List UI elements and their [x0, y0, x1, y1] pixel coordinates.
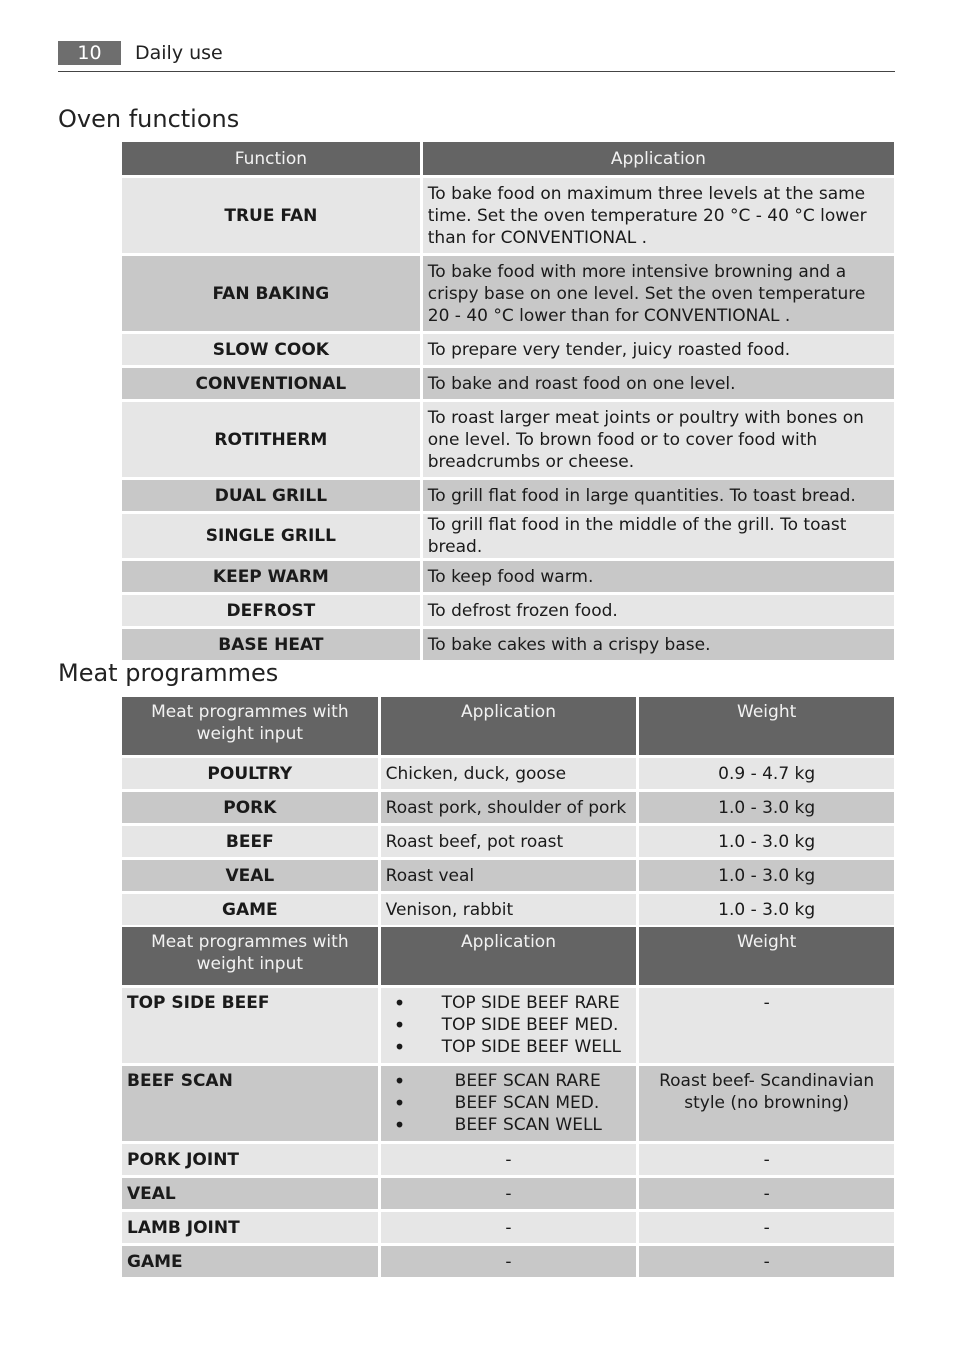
list-item: • BEEF SCAN WELL — [386, 1114, 632, 1136]
table-row — [122, 860, 894, 891]
list-item: • BEEF SCAN MED. — [386, 1092, 632, 1114]
programme-application: - — [381, 1144, 637, 1175]
col-header-function: Function — [122, 142, 420, 175]
function-name: SLOW COOK — [122, 334, 420, 365]
table-row — [122, 480, 894, 511]
function-application: To roast larger meat joints or poultry with bones on one level. To brown food or to cover food with breadcrumbs or cheese. — [423, 402, 894, 477]
programme-name: GAME — [122, 1246, 378, 1277]
list-item: • TOP SIDE BEEF WELL — [386, 1036, 632, 1058]
programme-application: Chicken, duck, goose — [381, 758, 637, 789]
oven-functions-heading: Oven functions — [58, 105, 240, 133]
programme-application: - — [381, 1212, 637, 1243]
programme-application: Roast veal — [381, 860, 637, 891]
table-row — [122, 988, 894, 1063]
col-header-weight: Weight — [639, 927, 894, 985]
list-item: • TOP SIDE BEEF MED. — [386, 1014, 632, 1036]
col-header-application: Application — [423, 142, 894, 175]
col-header-programme: Meat programmes with weight input — [122, 927, 378, 985]
programme-name: GAME — [122, 894, 378, 925]
function-name: CONVENTIONAL — [122, 368, 420, 399]
table-row — [122, 1144, 894, 1175]
programme-name: LAMB JOINT — [122, 1212, 378, 1243]
function-application: To bake and roast food on one level. — [423, 368, 894, 399]
table-row — [122, 402, 894, 477]
function-application: To grill flat food in the middle of the grill. To toast bread. — [423, 514, 894, 558]
programme-application: Roast pork, shoulder of pork — [381, 792, 637, 823]
programme-name: PORK JOINT — [122, 1144, 378, 1175]
table-row — [122, 1212, 894, 1243]
oven-functions-table — [119, 139, 897, 663]
table-row — [122, 368, 894, 399]
function-name: TRUE FAN — [122, 178, 420, 253]
programme-weight: - — [639, 1178, 894, 1209]
programme-name: POULTRY — [122, 758, 378, 789]
function-application: To bake food with more intensive browning and a crispy base on one level. Set the oven temperature 20 - 40 °C lower than for CONVENTIONAL . — [423, 256, 894, 331]
table-row — [122, 561, 894, 592]
programme-application: Venison, rabbit — [381, 894, 637, 925]
meat-programmes-table-1 — [119, 694, 897, 928]
function-application: To defrost frozen food. — [423, 595, 894, 626]
table-row — [122, 894, 894, 925]
function-name: DEFROST — [122, 595, 420, 626]
programme-weight: - — [639, 1144, 894, 1175]
table-row — [122, 1178, 894, 1209]
list-item: • TOP SIDE BEEF RARE — [386, 992, 632, 1014]
page-number: 10 — [58, 41, 121, 65]
programme-weight: 1.0 - 3.0 kg — [639, 826, 894, 857]
col-header-application: Application — [381, 697, 637, 755]
programme-application-list — [381, 1066, 637, 1141]
meat-programmes-table-2 — [119, 924, 897, 1280]
programme-name: VEAL — [122, 1178, 378, 1209]
table-row — [122, 1066, 894, 1141]
col-header-programme: Meat programmes with weight input — [122, 697, 378, 755]
function-name: BASE HEAT — [122, 629, 420, 660]
table-row — [122, 256, 894, 331]
programme-weight: 1.0 - 3.0 kg — [639, 860, 894, 891]
programme-application: - — [381, 1246, 637, 1277]
table-row — [122, 1246, 894, 1277]
col-header-application: Application — [381, 927, 637, 985]
programme-application-list — [381, 988, 637, 1063]
programme-name: TOP SIDE BEEF — [122, 988, 378, 1063]
page-header — [58, 41, 895, 72]
function-name: KEEP WARM — [122, 561, 420, 592]
function-name: DUAL GRILL — [122, 480, 420, 511]
programme-name: BEEF — [122, 826, 378, 857]
programme-name: PORK — [122, 792, 378, 823]
function-application: To prepare very tender, juicy roasted food. — [423, 334, 894, 365]
function-application: To grill flat food in large quantities. To toast bread. — [423, 480, 894, 511]
table-row — [122, 334, 894, 365]
table-row — [122, 826, 894, 857]
programme-weight: - — [639, 1246, 894, 1277]
function-name: SINGLE GRILL — [122, 514, 420, 558]
list-item: • BEEF SCAN RARE — [386, 1070, 632, 1092]
function-name: FAN BAKING — [122, 256, 420, 331]
function-application: To bake food on maximum three levels at the same time. Set the oven temperature 20 °C - 40 °C lower than for CONVENTIONAL . — [423, 178, 894, 253]
programme-application: - — [381, 1178, 637, 1209]
meat-programmes-heading: Meat programmes — [58, 659, 279, 687]
table-row — [122, 178, 894, 253]
section-title: Daily use — [135, 42, 223, 64]
programme-weight: - — [639, 1212, 894, 1243]
table-row — [122, 595, 894, 626]
function-name: ROTITHERM — [122, 402, 420, 477]
table-row — [122, 758, 894, 789]
table-row — [122, 629, 894, 660]
table-row — [122, 792, 894, 823]
function-application: To bake cakes with a crispy base. — [423, 629, 894, 660]
programme-weight: Roast beef- Scandinavian style (no browning) — [639, 1066, 894, 1141]
programme-weight: 0.9 - 4.7 kg — [639, 758, 894, 789]
programme-name: BEEF SCAN — [122, 1066, 378, 1141]
col-header-weight: Weight — [639, 697, 894, 755]
programme-application: Roast beef, pot roast — [381, 826, 637, 857]
programme-weight: 1.0 - 3.0 kg — [639, 792, 894, 823]
table-row — [122, 514, 894, 558]
programme-name: VEAL — [122, 860, 378, 891]
programme-weight: - — [639, 988, 894, 1063]
programme-weight: 1.0 - 3.0 kg — [639, 894, 894, 925]
function-application: To keep food warm. — [423, 561, 894, 592]
